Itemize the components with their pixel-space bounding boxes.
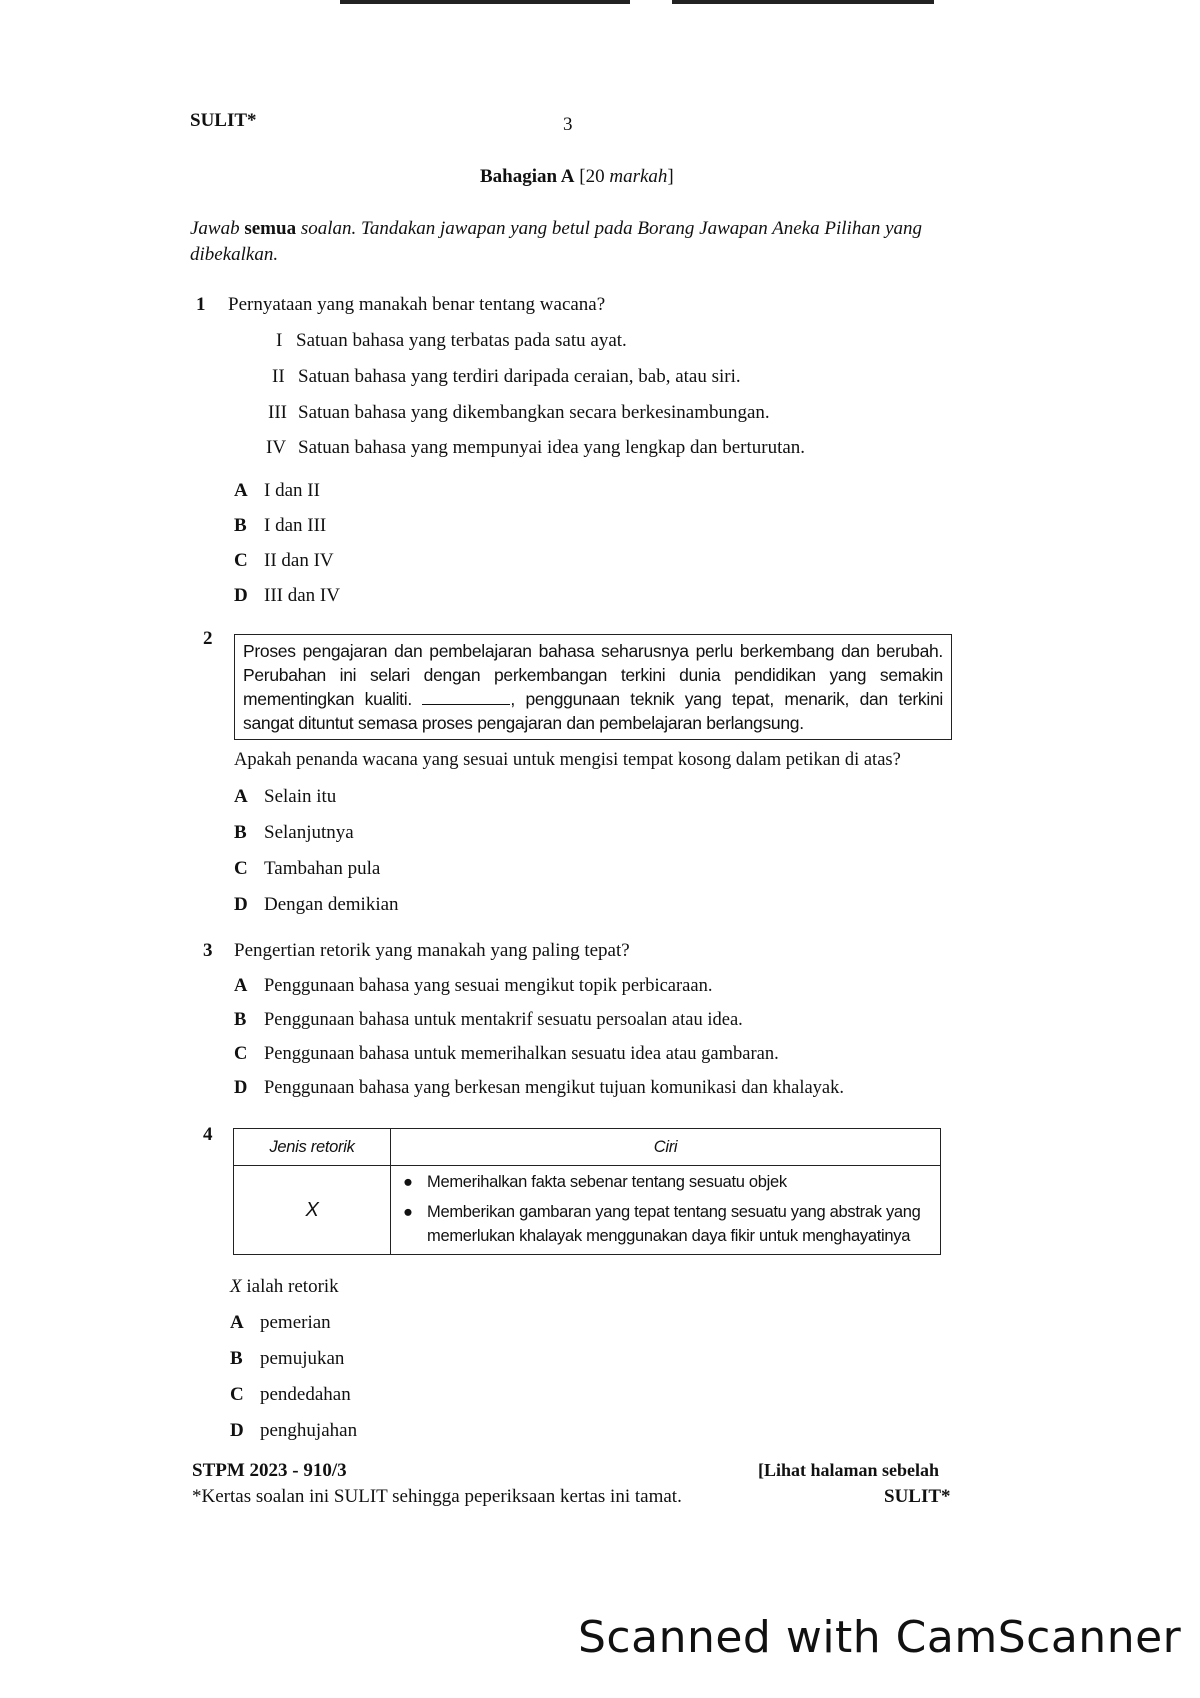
option-a[interactable]: A Selain itu: [234, 786, 337, 807]
statement-item: II Satuan bahasa yang terdiri daripada ceraian, bab, atau siri.: [272, 366, 741, 387]
footer-next-page: [Lihat halaman sebelah: [758, 1460, 940, 1480]
option-d[interactable]: D penghujahan: [230, 1420, 358, 1441]
rhetoric-table: [233, 1128, 941, 1255]
option-a[interactable]: A Penggunaan bahasa yang sesuai mengikut topik perbicaraan.: [234, 976, 713, 996]
option-c[interactable]: C II dan IV: [234, 550, 334, 571]
table-cell-ciri: [391, 1166, 941, 1255]
option-d[interactable]: D III dan IV: [234, 585, 340, 606]
option-d[interactable]: D Penggunaan bahasa yang berkesan mengikut tujuan komunikasi dan khalayak.: [234, 1078, 845, 1098]
option-c[interactable]: C pendedahan: [230, 1384, 351, 1405]
option-b[interactable]: B pemujukan: [230, 1348, 345, 1369]
scan-edge-mark: [340, 0, 630, 4]
bullet-item: ● Memberikan gambaran yang tepat tentang sesuatu yang abstrak yang memerlukan khalayak menggunakan daya fikir untuk menghayatinya: [399, 1200, 932, 1248]
statement-item: III Satuan bahasa yang dikembangkan secara berkesinambungan.: [268, 402, 770, 423]
option-b[interactable]: B I dan III: [234, 515, 327, 536]
option-a[interactable]: A pemerian: [230, 1312, 331, 1333]
header-sulit: SULIT*: [190, 110, 257, 131]
statement-item: IV Satuan bahasa yang mempunyai idea yang lengkap dan berturutan.: [266, 437, 806, 458]
option-d[interactable]: D Dengan demikian: [234, 894, 399, 915]
section-marks: [20 markah]: [579, 166, 674, 187]
option-c[interactable]: C Tambahan pula: [234, 858, 381, 879]
section-title: [480, 166, 674, 188]
scan-edge-mark: [672, 0, 934, 4]
blank-space: [422, 690, 510, 705]
question-number: 2: [203, 628, 213, 649]
question-text: Pengertian retorik yang manakah yang paling tepat?: [234, 940, 630, 961]
page-number: 3: [563, 114, 573, 135]
footer-code: STPM 2023 - 910/3: [192, 1460, 347, 1481]
question-number: 4: [203, 1124, 213, 1145]
section-name: Bahagian A: [480, 166, 575, 187]
camscanner-watermark: Scanned with CamScanner: [578, 1612, 1182, 1663]
instructions: Jawab semua soalan. Tandakan jawapan yang betul pada Borang Jawapan Aneka Pilihan yang dibekalkan.: [190, 218, 923, 265]
footer-sulit: SULIT*: [884, 1486, 951, 1507]
option-b[interactable]: B Selanjutnya: [234, 822, 354, 843]
passage-box: Proses pengajaran dan pembelajaran bahasa seharusnya perlu berkembang dan berubah. Perubahan ini selari dengan perkembangan terkini dunia pendidikan yang semakin mementingkan kualiti. , penggunaan teknik yang tepat, menarik, dan terkini sangat dituntut semasa proses pengajaran dan pembelajaran berlangsung.: [234, 634, 952, 740]
table-cell-x: X: [234, 1166, 391, 1255]
table-header-ciri: Ciri: [391, 1129, 941, 1166]
bullet-icon: ●: [403, 1203, 413, 1221]
option-a[interactable]: A I dan II: [234, 480, 320, 501]
bullet-icon: ●: [403, 1173, 413, 1191]
statement-item: I Satuan bahasa yang terbatas pada satu ayat.: [276, 330, 627, 351]
option-c[interactable]: C Penggunaan bahasa untuk memerihalkan sesuatu idea atau gambaran.: [234, 1044, 779, 1064]
question-text: Pernyataan yang manakah benar tentang wacana?: [228, 294, 606, 315]
table-header-jenis: Jenis retorik: [234, 1129, 391, 1166]
bullet-item: ● Memerihalkan fakta sebenar tentang sesuatu objek: [399, 1170, 932, 1194]
question-number: 1: [196, 294, 206, 315]
question-text: X ialah retorik: [230, 1276, 339, 1297]
question-text: Apakah penanda wacana yang sesuai untuk mengisi tempat kosong dalam petikan di atas?: [234, 750, 901, 770]
question-number: 3: [203, 940, 213, 961]
table-row: [234, 1166, 941, 1255]
footer-note: *Kertas soalan ini SULIT sehingga peperiksaan kertas ini tamat.: [192, 1486, 682, 1507]
option-b[interactable]: B Penggunaan bahasa untuk mentakrif sesuatu persoalan atau idea.: [234, 1010, 743, 1030]
